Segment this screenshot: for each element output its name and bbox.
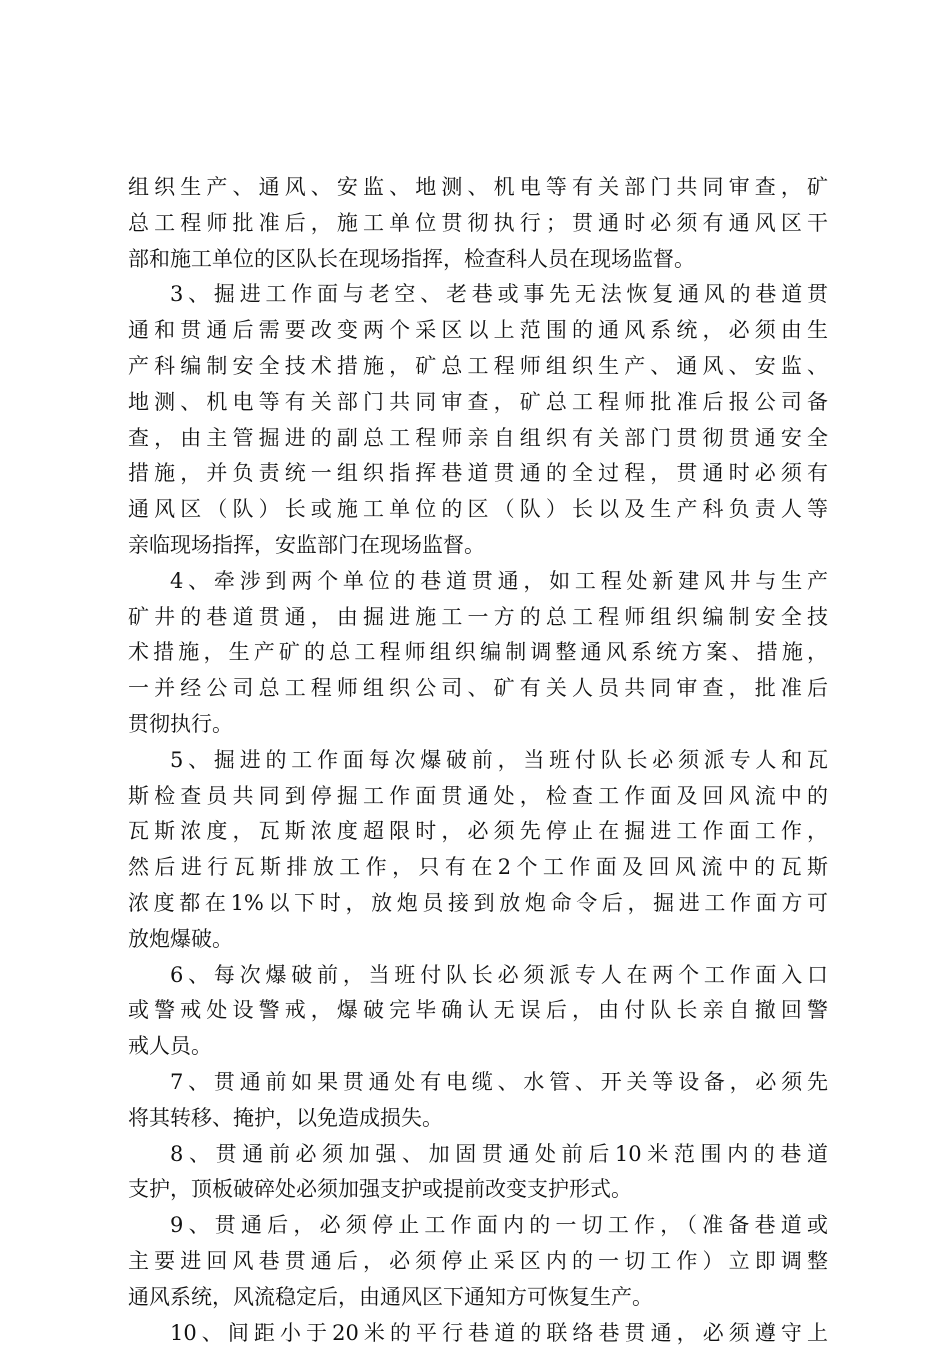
text-line: 然后进行瓦斯排放工作，只有在2个工作面及回风流中的瓦斯 bbox=[128, 850, 828, 886]
text-line: 5、掘进的工作面每次爆破前，当班付队长必须派专人和瓦 bbox=[128, 743, 828, 779]
text-line: 措施，并负责统一组织指挥巷道贯通的全过程，贯通时必须有 bbox=[128, 456, 828, 492]
text-line: 通和贯通后需要改变两个采区以上范围的通风系统，必须由生 bbox=[128, 313, 828, 349]
text-line: 戒人员。 bbox=[128, 1029, 828, 1065]
text-line: 主要进回风巷贯通后，必须停止采区内的一切工作）立即调整 bbox=[128, 1244, 828, 1280]
text-line: 一并经公司总工程师组织公司、矿有关人员共同审查，批准后 bbox=[128, 671, 828, 707]
text-line: 部和施工单位的区队长在现场指挥，检查科人员在现场监督。 bbox=[128, 242, 828, 278]
text-line: 4、牵涉到两个单位的巷道贯通，如工程处新建风井与生产 bbox=[128, 564, 828, 600]
text-line: 支护，顶板破碎处必须加强支护或提前改变支护形式。 bbox=[128, 1172, 828, 1208]
text-line: 3、掘进工作面与老空、老巷或事先无法恢复通风的巷道贯 bbox=[128, 277, 828, 313]
text-line: 6、每次爆破前，当班付队长必须派专人在两个工作面入口 bbox=[128, 958, 828, 994]
text-line: 7、贯通前如果贯通处有电缆、水管、开关等设备，必须先 bbox=[128, 1065, 828, 1101]
document-body bbox=[128, 170, 828, 1351]
text-line: 浓度都在1%以下时，放炮员接到放炮命令后，掘进工作面方可 bbox=[128, 886, 828, 922]
text-line: 10、间距小于20米的平行巷道的联络巷贯通，必须遵守上 bbox=[128, 1316, 828, 1351]
text-line: 贯彻执行。 bbox=[128, 707, 828, 743]
text-line: 或警戒处设警戒，爆破完毕确认无误后，由付队长亲自撤回警 bbox=[128, 993, 828, 1029]
text-line: 斯检查员共同到停掘工作面贯通处，检查工作面及回风流中的 bbox=[128, 779, 828, 815]
text-line: 瓦斯浓度，瓦斯浓度超限时，必须先停止在掘进工作面工作， bbox=[128, 814, 828, 850]
text-line: 通风区（队）长或施工单位的区（队）长以及生产科负责人等 bbox=[128, 492, 828, 528]
text-line: 产科编制安全技术措施，矿总工程师组织生产、通风、安监、 bbox=[128, 349, 828, 385]
text-line: 通风系统，风流稳定后，由通风区下通知方可恢复生产。 bbox=[128, 1280, 828, 1316]
text-line: 组织生产、通风、安监、地测、机电等有关部门共同审查，矿 bbox=[128, 170, 828, 206]
text-line: 亲临现场指挥，安监部门在现场监督。 bbox=[128, 528, 828, 564]
text-line: 8、贯通前必须加强、加固贯通处前后10米范围内的巷道 bbox=[128, 1137, 828, 1173]
text-line: 术措施，生产矿的总工程师组织编制调整通风系统方案、措施， bbox=[128, 635, 828, 671]
text-line: 查，由主管掘进的副总工程师亲自组织有关部门贯彻贯通安全 bbox=[128, 421, 828, 457]
text-line: 9、贯通后，必须停止工作面内的一切工作，（准备巷道或 bbox=[128, 1208, 828, 1244]
text-line: 放炮爆破。 bbox=[128, 922, 828, 958]
text-line: 地测、机电等有关部门共同审查，矿总工程师批准后报公司备 bbox=[128, 385, 828, 421]
text-line: 总工程师批准后，施工单位贯彻执行；贯通时必须有通风区干 bbox=[128, 206, 828, 242]
text-line: 将其转移、掩护，以免造成损失。 bbox=[128, 1101, 828, 1137]
text-line: 矿井的巷道贯通，由掘进施工一方的总工程师组织编制安全技 bbox=[128, 600, 828, 636]
